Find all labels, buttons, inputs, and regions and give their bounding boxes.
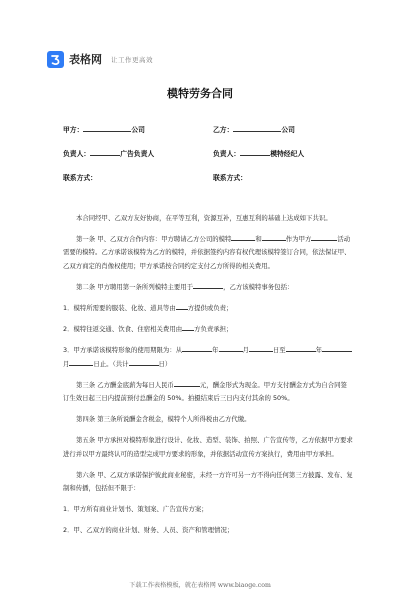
responsible-a-field: 负责人： 广告负责人 [63,150,155,158]
contract-body [63,212,353,538]
article-5: 第五条 甲方承担对模特形象进行设计、化妆、造型、装饰、拍照、广告宣传等，乙方依据甲方要求进行并以甲方最终认可的造型完成甲方要求的形象，并依据活动宣传方案执行，费用由甲方承担。 [63,436,353,458]
article-2-item-1: 1．模特所需要的服装、化妆、道具等由 方提供或负责； [63,304,233,313]
article-6-item-1: 1．甲方所有商业计划书、策划案、广告宣传方案； [63,505,208,514]
document-title: 模特劳务合同 [167,87,233,100]
party-b-blank[interactable] [233,124,281,132]
article-2: 第二条 甲方聘用第一条所列模特主要用于 ，乙方该模特事务包括： [76,282,294,291]
intro-paragraph: 本合同经甲、乙双方友好协商，在平等互利，资源互补，互惠互利的基础上达成如下共识。 [76,214,332,222]
article-2-item-2: 2．模特往返交通、饮食、住宿相关费用由 方负责承担； [63,325,233,334]
article-2-item-3: 3．甲方承诺该模特形象的使用期限为：从 年 月 日至 年月 日止。（共计 日） [63,344,353,370]
party-a-field: 甲方： 公司 [63,126,145,134]
article-6: 第六条 甲、乙双方承诺保护彼此商业秘密，未经一方许可另一方不得向任何第三方披露、发布、复制和传播，包括但不限于： [63,470,353,493]
brand-slogan: 让工作更高效 [111,55,153,64]
contact-b-field: 联系方式： [213,174,247,182]
brand-name: 表格网 [69,53,102,66]
logo-icon [47,51,64,68]
responsible-a-blank[interactable] [90,148,120,156]
article-1: 第一条 甲、乙双方合作内容：甲方聘请乙方公司的模特 和 作为甲方 活动需要的模特。乙方承诺该模特为乙方的模特，并依据签约内容有权代理该模特签订合同，依法保证甲、乙双方商定的肖像权使用；甲方承诺按合同约定支付乙方所得的相关费用。 [63,235,351,270]
party-a-blank[interactable] [83,124,131,132]
responsible-b-blank[interactable] [240,148,270,156]
contact-a-field: 联系方式： [63,174,97,182]
contract-parties [63,124,363,196]
footer-note: 下载工作表格模板，就在表格网 www.biaoge.com [129,582,271,589]
article-4: 第四条 第三条所说酬金含税金，模特个人所得税由乙方代缴。 [76,415,251,424]
brand-header [47,50,153,68]
article-3: 第三条 乙方酬金底薪为每日人民币 元，酬金形式为现金。甲方支付酬金方式为自合同签订生效日起三日内提前预付总酬金的 50%。拍摄结束后三日内支付其余的 50%。 [63,380,347,403]
article-6-item-2: 2．甲、乙双方的商业计划、财务、人员、资产和管理情况； [63,526,234,535]
responsible-b-field: 负责人： 模特经纪人 [213,150,305,158]
party-b-field: 乙方： 公司 [213,126,295,134]
